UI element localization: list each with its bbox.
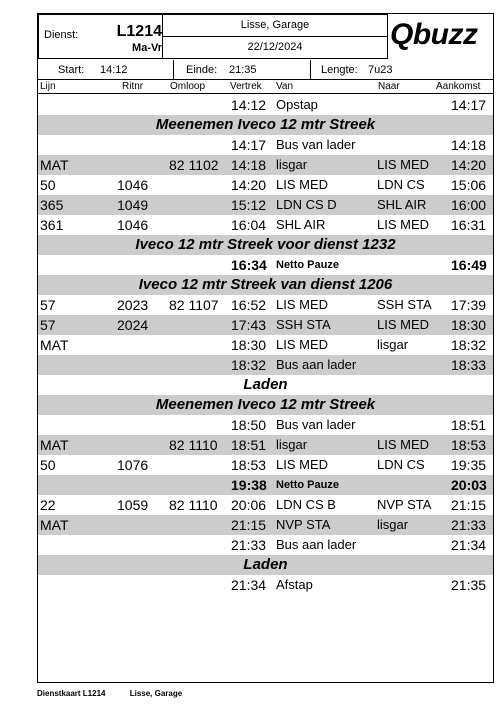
dienst-number: L1214 [116,23,162,40]
location-cell [162,14,388,37]
cell-aankomst: 17:39 [451,297,487,313]
cell-vertrek: 18:50 [231,417,267,433]
cell-aankomst: 16:00 [451,197,487,213]
table-row [38,335,493,355]
cell-lijn: MAT [40,437,69,453]
duty-id-cell [38,14,163,59]
cell-lijn: MAT [40,157,69,173]
cell-lijn: 365 [40,197,64,213]
cell-ritnr: 1076 [117,457,149,473]
cell-aankomst: 15:06 [451,177,487,193]
cell-naar: LIS MED [377,317,430,332]
cell-lijn: 57 [40,297,56,313]
table-row [38,195,493,215]
end-cell [174,60,311,79]
cell-van: LIS MED [276,457,329,472]
table-row [38,215,493,235]
section-row [38,235,493,255]
cell-van: Bus van lader [276,417,356,432]
duty-card [37,13,494,683]
cell-aankomst: 21:35 [451,577,487,593]
cell-van: NVP STA [276,517,331,532]
cell-aankomst: 21:15 [451,497,487,513]
cell-van: SHL AIR [276,217,326,232]
cell-van: Bus aan lader [276,357,357,372]
cell-vertrek: 18:30 [231,337,267,353]
cell-vertrek: 16:52 [231,297,267,313]
cell-vertrek: 20:06 [231,497,267,513]
cell-vertrek: 15:12 [231,197,267,213]
cell-ritnr: 2024 [117,317,149,333]
dienst-days: Ma-Vr [132,42,162,54]
cell-ritnr: 1049 [117,197,149,213]
page-footer [37,689,204,698]
table-row [38,95,493,115]
cell-naar: LIS MED [377,217,430,232]
section-row [38,115,493,135]
cell-vertrek: 14:17 [231,137,267,153]
cell-van: SSH STA [276,317,331,332]
cell-aankomst: 19:35 [451,457,487,473]
table-row [38,455,493,475]
cell-vertrek: 14:12 [231,97,267,113]
start-label: Start: [58,64,85,76]
section-title: Iveco 12 mtr Streek van dienst 1206 [138,276,393,293]
cell-naar: SSH STA [377,297,432,312]
cell-van: LDN CS B [276,497,336,512]
length-cell [311,60,493,79]
cell-lijn: 361 [40,217,64,233]
cell-vertrek: 21:33 [231,537,267,553]
col-lijn: Lijn [40,81,56,92]
start-cell [38,60,174,79]
section-title: Iveco 12 mtr Streek voor dienst 1232 [135,236,396,253]
cell-ritnr: 1059 [117,497,149,513]
cell-naar: LIS MED [377,437,430,452]
cell-ritnr: 1046 [117,217,149,233]
footer-card: Dienstkaart L1214 [37,689,106,698]
schedule-rows [38,95,493,595]
cell-ritnr: 2023 [117,297,149,313]
cell-aankomst: 18:30 [451,317,487,333]
cell-aankomst: 21:34 [451,537,487,553]
cell-aankomst: 16:49 [451,257,487,273]
location: Lisse, Garage [240,19,310,31]
cell-aankomst: 14:18 [451,137,487,153]
cell-lijn: MAT [40,517,69,533]
duty-header [38,14,493,60]
cell-vertrek: 18:51 [231,437,267,453]
table-row [38,135,493,155]
length-value: 7u23 [368,64,393,76]
section-title: Meenemen Iveco 12 mtr Streek [155,116,376,133]
cell-van: lisgar [276,157,308,172]
cell-omloop: 82 1110 [169,437,218,453]
cell-van: Bus van lader [276,137,356,152]
pause-row [38,475,493,495]
cell-aankomst: 18:33 [451,357,487,373]
end-time: 21:35 [229,64,257,76]
cell-aankomst: 20:03 [451,477,487,493]
table-row [38,515,493,535]
column-header [38,81,493,94]
cell-naar: NVP STA [377,497,432,512]
section-row [38,375,493,395]
section-row [38,275,493,295]
col-aankomst: Aankomst [436,81,481,92]
table-row [38,575,493,595]
table-row [38,495,493,515]
cell-naar: LDN CS [377,457,425,472]
cell-van: Opstap [276,97,318,112]
col-omloop: Omloop [170,81,206,92]
cell-vertrek: 19:38 [231,477,267,493]
section-row [38,555,493,575]
cell-vertrek: 17:43 [231,317,267,333]
cell-vertrek: 18:53 [231,457,267,473]
cell-van: Bus aan lader [276,537,357,552]
cell-lijn: MAT [40,337,69,353]
table-row [38,155,493,175]
section-title: Meenemen Iveco 12 mtr Streek [155,396,376,413]
cell-vertrek: 21:34 [231,577,267,593]
cell-vertrek: 14:20 [231,177,267,193]
cell-vertrek: 16:04 [231,217,267,233]
time-summary [38,60,493,80]
cell-aankomst: 14:20 [451,157,487,173]
cell-naar: lisgar [377,337,409,352]
section-row [38,395,493,415]
table-row [38,415,493,435]
cell-aankomst: 21:33 [451,517,487,533]
section-title: Laden [243,376,288,393]
cell-van: LIS MED [276,177,329,192]
cell-van: LIS MED [276,337,329,352]
cell-van: lisgar [276,437,308,452]
cell-van: LIS MED [276,297,329,312]
pause-row [38,255,493,275]
table-row [38,535,493,555]
cell-van: Afstap [276,577,313,592]
cell-naar: SHL AIR [377,197,427,212]
cell-lijn: 22 [40,497,56,513]
table-row [38,435,493,455]
length-label: Lengte: [321,64,358,76]
col-naar: Naar [378,81,400,92]
cell-naar: lisgar [377,517,409,532]
cell-naar: LDN CS [377,177,425,192]
cell-ritnr: 1046 [117,177,149,193]
cell-lijn: 57 [40,317,56,333]
table-row [38,355,493,375]
table-row [38,315,493,335]
cell-lijn: 50 [40,177,56,193]
qbuzz-logo: Qbuzz [390,18,478,51]
cell-aankomst: 18:53 [451,437,487,453]
table-row [38,175,493,195]
cell-van: Netto Pauze [276,479,339,491]
col-van: Van [276,81,294,92]
cell-naar: LIS MED [377,157,430,172]
cell-omloop: 82 1102 [169,157,219,173]
end-label: Einde: [186,64,218,76]
cell-omloop: 82 1110 [169,497,218,513]
cell-vertrek: 21:15 [231,517,267,533]
section-title: Laden [243,556,288,573]
cell-aankomst: 18:32 [451,337,487,353]
footer-location: Lisse, Garage [129,689,183,698]
cell-aankomst: 16:31 [451,217,487,233]
cell-aankomst: 14:17 [451,97,487,113]
col-ritnr: Ritnr [122,81,144,92]
dienst-label: Dienst: [44,29,79,41]
cell-lijn: 50 [40,457,56,473]
cell-vertrek: 16:34 [231,257,267,273]
cell-vertrek: 18:32 [231,357,267,373]
date-cell [162,36,388,59]
date: 22/12/2024 [247,41,303,53]
cell-van: LDN CS D [276,197,337,212]
cell-aankomst: 18:51 [451,417,487,433]
table-row [38,295,493,315]
cell-vertrek: 14:18 [231,157,267,173]
cell-van: Netto Pauze [276,259,339,271]
start-time: 14:12 [100,64,128,76]
cell-omloop: 82 1107 [169,297,219,313]
col-vertrek: Vertrek [230,81,262,92]
